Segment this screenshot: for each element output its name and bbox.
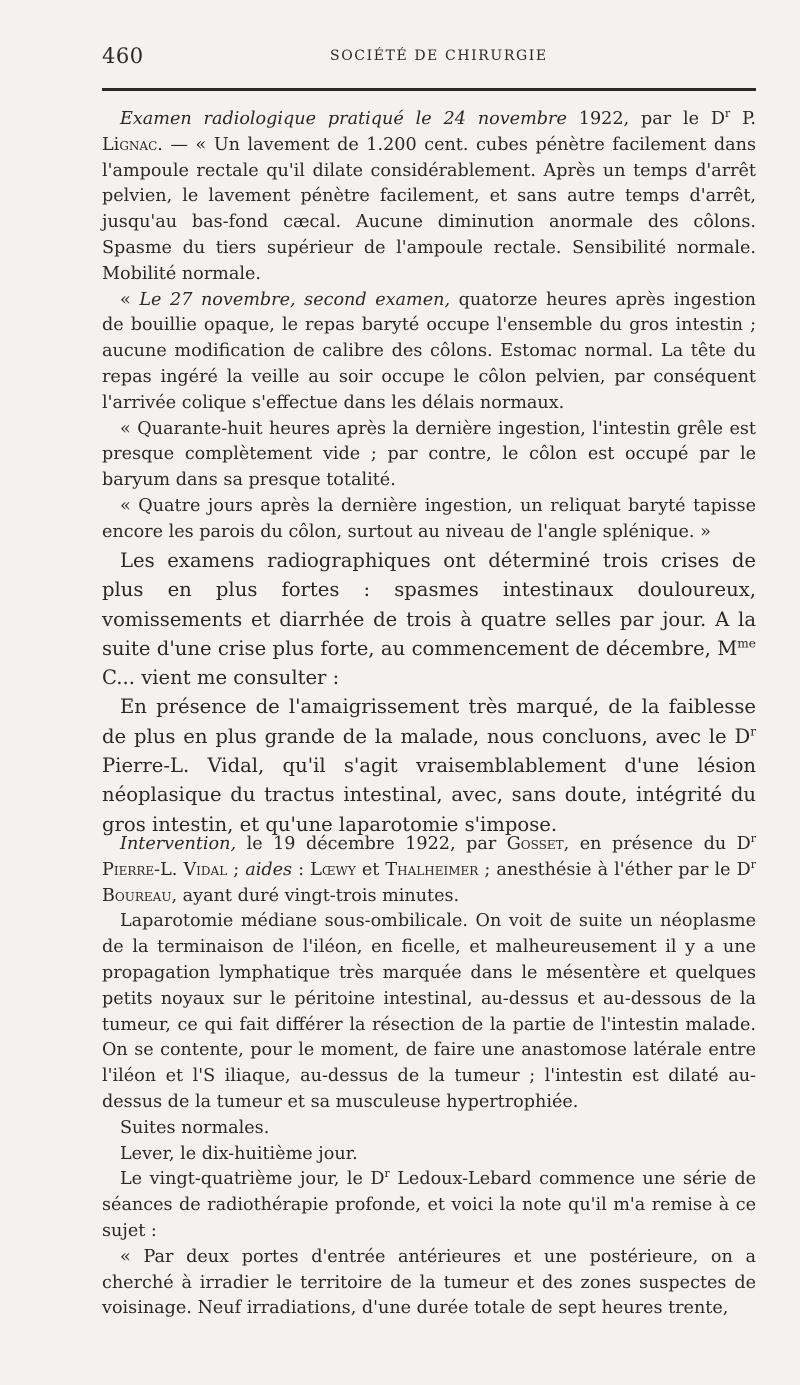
paragraph-intervention: Intervention, le 19 décembre 1922, par Gosset, en présence du $D^r$ Pierre-L. Vidal ; aides : Lœwy et Thalheimer ; anesthésie à l'éther par le $D^r$ Boureau, ayant duré vingt-trois minutes. [102,832,756,906]
paragraph-radiotherapy: Le vingt-quatrième jour, le $D^r$ Ledoux-Lebard commence une série de séances de radiothérapie profonde, et voici la note qu'il m'a remise à ce sujet : [102,1167,756,1241]
radiology-report [102,107,756,546]
paragraph-48-hours: « Quarante-huit heures après la dernière ingestion, l'intestin grêle est presque complètement vide ; par contre, le côlon est occupé par le baryum dans sa presque totalité. [102,418,756,491]
intervention-report [102,832,756,1322]
paragraph-irradiation-note: « Par deux portes d'entrée antérieures et une postérieure, on a cherché à irradier le territoire de la tumeur et des zones suspectes de voisinage. Neuf irradiations, d'une durée totale de sept heures trente, [102,1246,756,1319]
paragraph-crises: Les examens radiographiques ont déterminé trois crises de plus en plus fortes : spasmes intestinaux douloureux, vomissements et diarrhée de trois à quatre selles par jour. A la suite d'une crise plus forte, au commencement de décembre, $M^{me}$ C... vient me consulter : [102,549,756,690]
page-header [102,44,752,74]
running-head: SOCIÉTÉ DE CHIRURGIE [330,48,548,64]
page-number: 460 [102,44,144,68]
header-rule [102,88,756,91]
paragraph-radiology-exam: Examen radiologique pratiqué le 24 novembre 1922, par le $D^r$ P. Lignac. — « Un lavement de 1.200 cent. cubes pénètre facilement dans l'ampoule rectale qu'il dilate considérablement. Après un temps d'arrêt pelvien, le lavement pénètre facilement, et sans autre temps d'arrêt, jusqu'au bas-fond cæcal. Aucune diminution anormale des côlons. Spasme du tiers supérieur de l'ampoule rectale. Sensibilité normale. Mobilité normale. [102,107,757,284]
paragraph-4-days: « Quatre jours après la dernière ingestion, un reliquat baryté tapisse encore les parois du côlon, surtout au niveau de l'angle splénique. » [102,495,756,542]
clinical-narrative [102,546,756,839]
paragraph-suites: Suites normales. [120,1117,270,1138]
intervention-title: Intervention, [120,834,237,854]
paragraph-lever: Lever, le dix-huitième jour. [120,1143,358,1164]
paragraph-laparotomy: Laparotomie médiane sous-ombilicale. On voit de suite un néoplasme de la terminaison de l'iléon, en ficelle, et malheureusement il y a une propagation lymphatique très marquée dans le mésentère et quelques petits noyaux sur le péritoine intestinal, au-dessus et au-dessous de la tumeur, ce qui fait différer la résection de la partie de l'intestin malade. On se contente, pour le moment, de faire une anastomose latérale entre l'iléon et l'S iliaque, au-dessus de la tumeur ; l'intestin est dilaté au-dessus de la tumeur et sa musculeuse hypertrophiée. [102,911,756,1112]
paragraph-second-exam: « Le 27 novembre, second examen, quatorze heures après ingestion de bouillie opaque, le repas baryté occupe l'ensemble du gros intestin ; aucune modification de calibre des côlons. Estomac normal. La tête du repas ingéré la veille au soir occupe le côlon pelvien, par conséquent l'arrivée colique s'effectue dans les délais normaux. [102,289,757,413]
paragraph-diagnosis: En présence de l'amaigrissement très marqué, de la faiblesse de plus en plus grande de la malade, nous concluons, avec le $D^r$ Pierre-L. Vidal, qu'il s'agit vraisemblablement d'une lésion néoplasique du tractus intestinal, avec, sans doute, intégrité du gros intestin, et qu'une laparotomie s'impose. [102,695,756,836]
exam-title: Examen radiologique pratiqué le 24 novembre [120,109,567,129]
